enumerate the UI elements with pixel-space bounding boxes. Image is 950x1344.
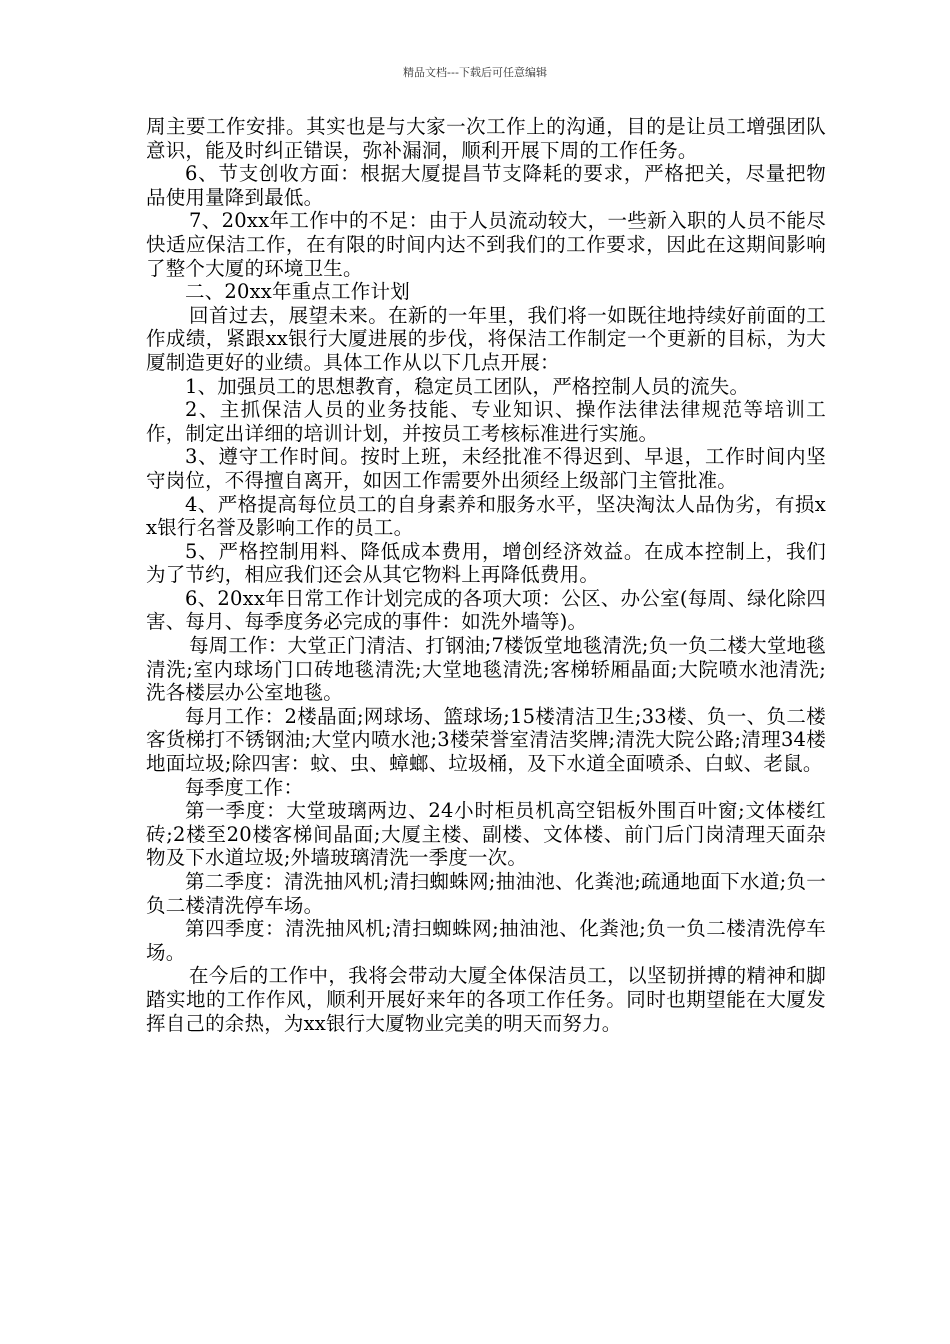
list-item-4: 4、严格提高每位员工的自身素养和服务水平，坚决淘汰人品伪劣，有损xx银行名誉及影响工作的员工。: [146, 492, 826, 540]
quarterly-heading: 每季度工作：: [185, 775, 304, 799]
list-item-1: 1、加强员工的思想教育，稳定员工团队，严格控制人员的流失。: [185, 374, 750, 398]
paragraph-1: 周主要工作安排。其实也是与大家一次工作上的沟通，目的是让员工增强团队意识，能及时纠正错误，弥补漏洞，顺利开展下周的工作任务。: [146, 115, 826, 162]
list-item-3: 3、遵守工作时间。按时上班，未经批准不得迟到、早退，工作时间内坚守岗位，不得擅自离开，如因工作需要外出须经上级部门主管批准。: [146, 445, 826, 492]
quarter-1-tasks: 第一季度：大堂玻璃两边、24小时柜员机高空铝板外围百叶窗;文体楼红砖;2楼至20楼客梯间晶面;大厦主楼、副楼、文体楼、前门后门岗清理天面杂物及下水道垃圾;外墙玻璃清洗一季度一次。: [146, 799, 826, 870]
list-item-2: 2、主抓保洁人员的业务技能、专业知识、操作法律法律规范等培训工作，制定出详细的培训计划，并按员工考核标准进行实施。: [146, 398, 826, 445]
closing-paragraph: 在今后的工作中，我将会带动大厦全体保洁员工，以坚韧拼搏的精神和脚踏实地的工作作风，顺利开展好来年的各项工作任务。同时也期望能在大厦发挥自己的余热，为xx银行大厦物业完美的明天而努力。: [146, 964, 826, 1035]
page-header: 精品文档---下载后可任意编辑: [403, 66, 547, 79]
paragraph-3: 7、20xx年工作中的不足：由于人员流动较大，一些新入职的人员不能尽快适应保洁工作，在有限的时间内达不到我们的工作要求，因此在这期间影响了整个大厦的环境卫生。: [146, 209, 826, 280]
list-item-6: 6、20xx年日常工作计划完成的各项大项：公区、办公室(每周、绿化除四害、每月、每季度务必完成的事件：如洗外墙等)。: [146, 586, 826, 634]
quarter-4-tasks: 第四季度：清洗抽风机;清扫蜘蛛网;抽油池、化粪池;负一负二楼清洗停车场。: [146, 917, 826, 964]
section-heading: 二、20xx年重点工作计划: [185, 280, 410, 304]
document-body: [146, 115, 826, 1035]
paragraph-intro: 回首过去，展望未来。在新的一年里，我们将一如既往地持续好前面的工作成绩，紧跟xx银行大厦进展的步伐，将保洁工作制定一个更新的目标，为大厦制造更好的业绩。具体工作从以下几点开展：: [146, 303, 826, 374]
list-item-5: 5、严格控制用料、降低成本费用，增创经济效益。在成本控制上，我们为了节约，相应我们还会从其它物料上再降低费用。: [146, 539, 826, 587]
weekly-tasks: 每周工作：大堂正门清洁、打钢油;7楼饭堂地毯清洗;负一负二楼大堂地毯清洗;室内球场门口砖地毯清洗;大堂地毯清洗;客梯轿厢晶面;大院喷水池清洗;洗各楼层办公室地毯。: [146, 634, 826, 705]
paragraph-2: 6、节支创收方面：根据大厦提昌节支降耗的要求，严格把关，尽量把物品使用量降到最低。: [146, 162, 826, 209]
monthly-tasks: 每月工作：2楼晶面;网球场、篮球场;15楼清洁卫生;33楼、负一、负二楼客货梯打不锈钢油;大堂内喷水池;3楼荣誉室清洁奖牌;清洗大院公路;清理34楼地面垃圾;除四害：蚊、虫、蟑螂、垃圾桶，及下水道全面喷杀、白蚁、老鼠。: [146, 704, 826, 776]
quarter-2-tasks: 第二季度：清洗抽风机;清扫蜘蛛网;抽油池、化粪池;疏通地面下水道;负一负二楼清洗停车场。: [146, 870, 826, 917]
